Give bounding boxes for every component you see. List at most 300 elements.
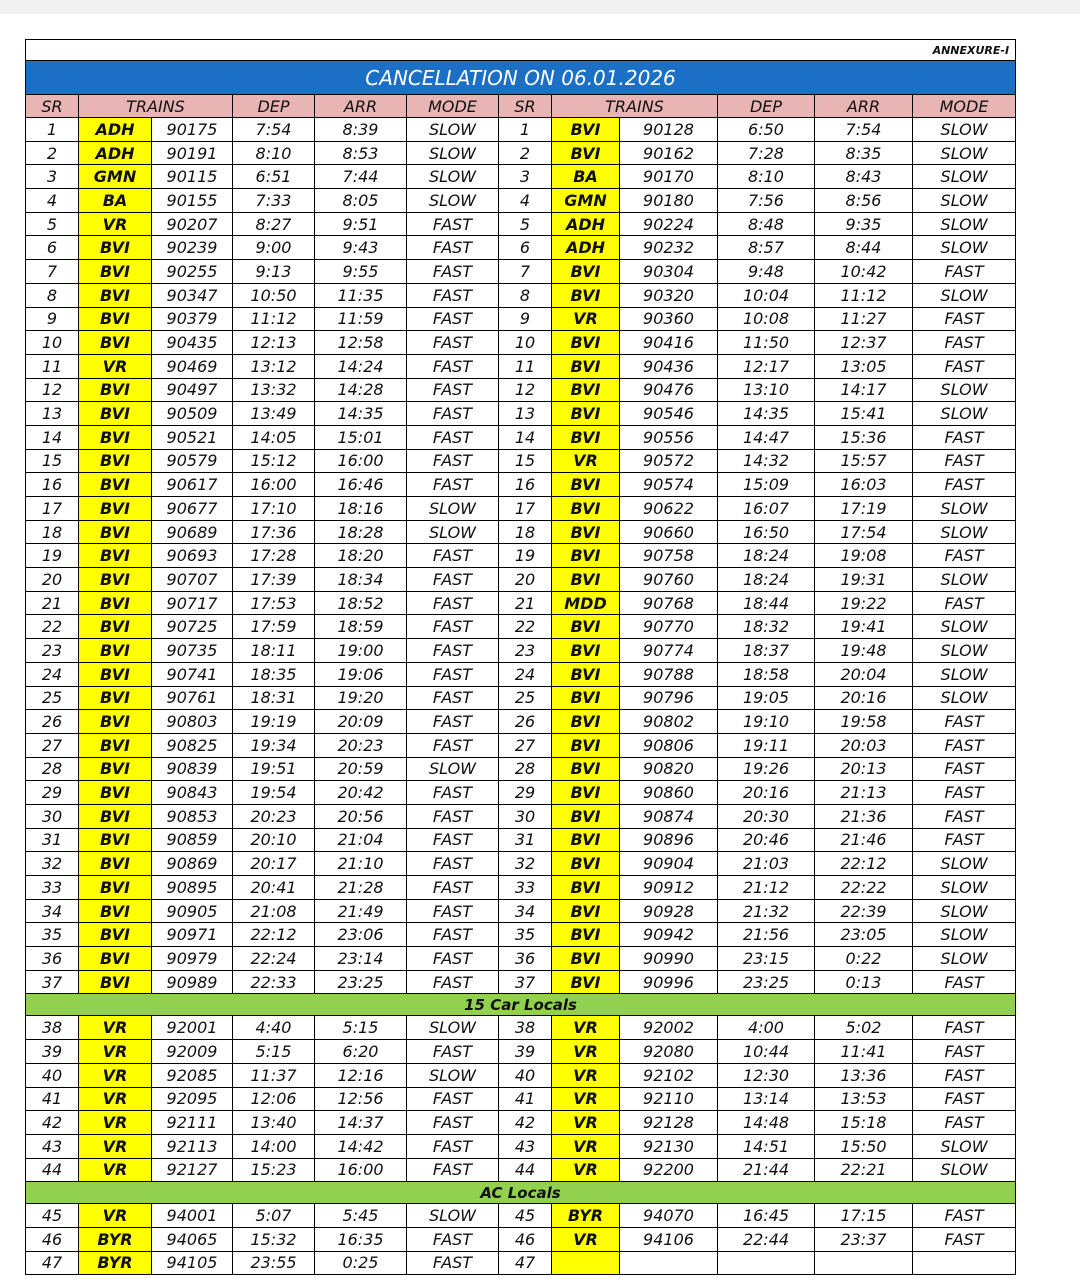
cell-arr-right: 14:17 xyxy=(815,378,913,402)
cell-arr-right: 20:13 xyxy=(815,757,913,781)
cell-train-left: 92095 xyxy=(152,1087,233,1111)
cell-arr-left: 9:55 xyxy=(315,260,407,284)
cell-mode-right: FAST xyxy=(913,544,1016,568)
cell-sr-right: 40 xyxy=(499,1063,552,1087)
cell-arr-right: 15:41 xyxy=(815,402,913,426)
cell-sr-right: 37 xyxy=(499,970,552,994)
cell-arr-left: 18:16 xyxy=(315,497,407,521)
cell-mode-right: FAST xyxy=(913,1227,1016,1251)
cell-arr-left: 20:09 xyxy=(315,710,407,734)
cell-station-right: BVI xyxy=(552,260,620,284)
cell-train-left: 90853 xyxy=(152,804,233,828)
cell-station-left: GMN xyxy=(79,165,152,189)
cell-sr-left: 34 xyxy=(26,899,79,923)
cell-train-right: 90796 xyxy=(620,686,718,710)
cell-arr-left: 19:20 xyxy=(315,686,407,710)
cell-arr-left: 0:25 xyxy=(315,1251,407,1275)
cell-dep-left: 15:12 xyxy=(233,449,315,473)
cell-mode-right: SLOW xyxy=(913,497,1016,521)
cell-train-right: 92128 xyxy=(620,1111,718,1135)
cell-mode-right: SLOW xyxy=(913,212,1016,236)
cell-arr-left: 23:25 xyxy=(315,970,407,994)
cell-dep-left: 13:32 xyxy=(233,378,315,402)
cell-train-left: 90689 xyxy=(152,520,233,544)
cell-mode-right: SLOW xyxy=(913,118,1016,142)
cell-arr-left: 12:16 xyxy=(315,1063,407,1087)
cell-arr-right: 20:04 xyxy=(815,662,913,686)
cell-train-right: 90760 xyxy=(620,568,718,592)
cell-sr-right: 24 xyxy=(499,662,552,686)
cell-train-left: 92111 xyxy=(152,1111,233,1135)
cell-arr-left: 19:06 xyxy=(315,662,407,686)
cell-station-right xyxy=(552,1251,620,1275)
table-row xyxy=(26,473,1016,497)
cell-arr-right: 19:48 xyxy=(815,639,913,663)
cell-dep-left: 13:40 xyxy=(233,1111,315,1135)
cell-mode-left: SLOW xyxy=(407,165,499,189)
cell-arr-left: 18:52 xyxy=(315,591,407,615)
cell-sr-right: 46 xyxy=(499,1227,552,1251)
cell-arr-right: 20:16 xyxy=(815,686,913,710)
cell-arr-right: 17:54 xyxy=(815,520,913,544)
cell-train-left: 90155 xyxy=(152,189,233,213)
cell-arr-right: 0:13 xyxy=(815,970,913,994)
cell-arr-right: 22:21 xyxy=(815,1158,913,1182)
table-row xyxy=(26,1204,1016,1228)
cell-station-left: BVI xyxy=(79,307,152,331)
table-row xyxy=(26,686,1016,710)
cell-arr-left: 12:56 xyxy=(315,1087,407,1111)
cell-sr-left: 25 xyxy=(26,686,79,710)
table-row xyxy=(26,544,1016,568)
cell-dep-right xyxy=(718,1251,815,1275)
cell-arr-right: 13:05 xyxy=(815,354,913,378)
cell-station-right: VR xyxy=(552,1063,620,1087)
cell-arr-left: 20:42 xyxy=(315,781,407,805)
cell-mode-right: FAST xyxy=(913,1087,1016,1111)
cell-mode-left: FAST xyxy=(407,212,499,236)
table-row xyxy=(26,283,1016,307)
cell-station-left: BVI xyxy=(79,568,152,592)
table-row xyxy=(26,1134,1016,1158)
cell-mode-left: FAST xyxy=(407,710,499,734)
cell-dep-right: 4:00 xyxy=(718,1016,815,1040)
cell-train-right: 90574 xyxy=(620,473,718,497)
cell-arr-right: 12:37 xyxy=(815,331,913,355)
cell-station-right: BVI xyxy=(552,473,620,497)
cell-station-right: BVI xyxy=(552,520,620,544)
cell-sr-right: 2 xyxy=(499,141,552,165)
cell-sr-left: 31 xyxy=(26,828,79,852)
table-row xyxy=(26,520,1016,544)
cell-station-right: BVI xyxy=(552,662,620,686)
cell-arr-left: 7:44 xyxy=(315,165,407,189)
cell-train-left: 90717 xyxy=(152,591,233,615)
table-row xyxy=(26,497,1016,521)
table-row xyxy=(26,591,1016,615)
cell-station-left: VR xyxy=(79,1040,152,1064)
cell-mode-left: SLOW xyxy=(407,141,499,165)
cell-dep-left: 21:08 xyxy=(233,899,315,923)
cell-arr-left: 21:49 xyxy=(315,899,407,923)
cell-mode-right: SLOW xyxy=(913,189,1016,213)
cell-dep-right: 10:44 xyxy=(718,1040,815,1064)
cell-arr-left: 18:20 xyxy=(315,544,407,568)
header-mode-right: MODE xyxy=(913,95,1016,118)
cell-mode-left: SLOW xyxy=(407,757,499,781)
header-trains-left: TRAINS xyxy=(79,95,233,118)
cell-dep-left: 19:51 xyxy=(233,757,315,781)
cell-train-right: 90224 xyxy=(620,212,718,236)
table-row xyxy=(26,307,1016,331)
cell-train-right: 90942 xyxy=(620,923,718,947)
cell-mode-left: FAST xyxy=(407,307,499,331)
cell-train-left: 90677 xyxy=(152,497,233,521)
cell-sr-left: 30 xyxy=(26,804,79,828)
cell-mode-left: FAST xyxy=(407,402,499,426)
cell-arr-right: 19:58 xyxy=(815,710,913,734)
cell-train-left: 90435 xyxy=(152,331,233,355)
cell-sr-right: 23 xyxy=(499,639,552,663)
cell-station-left: BA xyxy=(79,189,152,213)
table-row xyxy=(26,1016,1016,1040)
cell-dep-left: 22:24 xyxy=(233,947,315,971)
cell-train-right: 90622 xyxy=(620,497,718,521)
cell-arr-right: 11:27 xyxy=(815,307,913,331)
cancellation-table xyxy=(25,39,1016,1275)
cell-dep-right: 13:10 xyxy=(718,378,815,402)
table-row xyxy=(26,828,1016,852)
cell-station-left: BVI xyxy=(79,331,152,355)
cell-train-left: 90255 xyxy=(152,260,233,284)
section-header-row xyxy=(26,1182,1016,1204)
cell-arr-right: 8:56 xyxy=(815,189,913,213)
table-row xyxy=(26,1087,1016,1111)
cell-sr-right: 11 xyxy=(499,354,552,378)
cell-station-left: VR xyxy=(79,212,152,236)
cell-mode-left: FAST xyxy=(407,804,499,828)
table-row xyxy=(26,331,1016,355)
cell-station-right: VR xyxy=(552,1158,620,1182)
cell-station-right: BVI xyxy=(552,970,620,994)
cell-station-right: BVI xyxy=(552,497,620,521)
cell-sr-left: 13 xyxy=(26,402,79,426)
cell-station-right: BVI xyxy=(552,710,620,734)
cell-dep-left: 18:31 xyxy=(233,686,315,710)
cell-arr-left: 14:24 xyxy=(315,354,407,378)
cell-sr-left: 43 xyxy=(26,1134,79,1158)
cell-sr-left: 2 xyxy=(26,141,79,165)
cell-sr-right: 22 xyxy=(499,615,552,639)
cell-dep-left: 19:54 xyxy=(233,781,315,805)
cell-station-right: BYR xyxy=(552,1204,620,1228)
cell-station-left: ADH xyxy=(79,118,152,142)
cell-dep-right: 14:35 xyxy=(718,402,815,426)
cell-arr-left: 21:28 xyxy=(315,876,407,900)
cell-train-right: 90180 xyxy=(620,189,718,213)
cell-station-right: BVI xyxy=(552,568,620,592)
cell-station-left: BVI xyxy=(79,544,152,568)
cell-sr-right: 25 xyxy=(499,686,552,710)
cell-sr-left: 26 xyxy=(26,710,79,734)
cell-station-left: BVI xyxy=(79,497,152,521)
cell-dep-right: 15:09 xyxy=(718,473,815,497)
cell-dep-left: 22:12 xyxy=(233,923,315,947)
cell-dep-right: 22:44 xyxy=(718,1227,815,1251)
cell-arr-right: 9:35 xyxy=(815,212,913,236)
cell-train-left: 94001 xyxy=(152,1204,233,1228)
cell-sr-left: 41 xyxy=(26,1087,79,1111)
cell-station-right: BVI xyxy=(552,544,620,568)
cell-mode-left: FAST xyxy=(407,781,499,805)
cell-dep-left: 19:19 xyxy=(233,710,315,734)
cell-arr-right: 19:08 xyxy=(815,544,913,568)
cell-train-right: 92130 xyxy=(620,1134,718,1158)
cell-mode-left: FAST xyxy=(407,1040,499,1064)
cell-station-right: VR xyxy=(552,1087,620,1111)
cell-train-right: 90802 xyxy=(620,710,718,734)
cell-dep-right: 23:25 xyxy=(718,970,815,994)
cell-arr-left: 21:04 xyxy=(315,828,407,852)
cell-sr-right: 38 xyxy=(499,1016,552,1040)
cell-arr-right: 8:43 xyxy=(815,165,913,189)
table-row xyxy=(26,425,1016,449)
cell-arr-right: 21:46 xyxy=(815,828,913,852)
table-row xyxy=(26,1251,1016,1275)
annexure-label: ANNEXURE-I xyxy=(26,40,1016,61)
cell-arr-right: 16:03 xyxy=(815,473,913,497)
cell-station-left: VR xyxy=(79,354,152,378)
cell-train-right: 94070 xyxy=(620,1204,718,1228)
cell-sr-right: 32 xyxy=(499,852,552,876)
cell-train-left: 90497 xyxy=(152,378,233,402)
cell-sr-right: 30 xyxy=(499,804,552,828)
cell-arr-left: 21:10 xyxy=(315,852,407,876)
cell-dep-right: 21:32 xyxy=(718,899,815,923)
cell-station-right: BVI xyxy=(552,899,620,923)
cell-dep-left: 20:10 xyxy=(233,828,315,852)
cell-mode-right: SLOW xyxy=(913,876,1016,900)
cell-station-left: BVI xyxy=(79,876,152,900)
cell-train-right: 90360 xyxy=(620,307,718,331)
cell-mode-right: SLOW xyxy=(913,923,1016,947)
cell-mode-right: SLOW xyxy=(913,947,1016,971)
page-title: CANCELLATION ON 06.01.2026 xyxy=(26,61,1016,95)
cell-dep-left: 9:13 xyxy=(233,260,315,284)
table-row xyxy=(26,710,1016,734)
cell-dep-left: 17:10 xyxy=(233,497,315,521)
cell-sr-left: 39 xyxy=(26,1040,79,1064)
cell-mode-left: FAST xyxy=(407,876,499,900)
cell-arr-left: 18:28 xyxy=(315,520,407,544)
cell-sr-right: 34 xyxy=(499,899,552,923)
cell-dep-right: 18:24 xyxy=(718,544,815,568)
cell-train-right: 92080 xyxy=(620,1040,718,1064)
cell-mode-right: FAST xyxy=(913,970,1016,994)
cell-dep-left: 11:12 xyxy=(233,307,315,331)
cell-mode-left: FAST xyxy=(407,568,499,592)
cell-train-right: 90436 xyxy=(620,354,718,378)
cell-train-right: 90990 xyxy=(620,947,718,971)
cell-arr-left: 18:59 xyxy=(315,615,407,639)
cell-dep-left: 17:39 xyxy=(233,568,315,592)
cell-mode-left: FAST xyxy=(407,899,499,923)
table-row xyxy=(26,852,1016,876)
cell-mode-left: FAST xyxy=(407,1134,499,1158)
cell-arr-right: 19:41 xyxy=(815,615,913,639)
cell-train-right: 90660 xyxy=(620,520,718,544)
cell-sr-left: 16 xyxy=(26,473,79,497)
cell-train-left: 92127 xyxy=(152,1158,233,1182)
section-header-row xyxy=(26,994,1016,1016)
cell-sr-left: 27 xyxy=(26,733,79,757)
cell-train-left: 94065 xyxy=(152,1227,233,1251)
cell-sr-right: 15 xyxy=(499,449,552,473)
cell-mode-right: SLOW xyxy=(913,662,1016,686)
cell-station-left: BVI xyxy=(79,686,152,710)
cell-station-left: BVI xyxy=(79,473,152,497)
cell-dep-left: 13:12 xyxy=(233,354,315,378)
cell-arr-left: 23:06 xyxy=(315,923,407,947)
cell-dep-left: 14:05 xyxy=(233,425,315,449)
cell-mode-right: FAST xyxy=(913,425,1016,449)
table-row xyxy=(26,354,1016,378)
title-row xyxy=(26,61,1016,95)
cell-station-left: VR xyxy=(79,1063,152,1087)
cell-sr-left: 33 xyxy=(26,876,79,900)
annexure-row xyxy=(26,40,1016,61)
cell-train-right: 92200 xyxy=(620,1158,718,1182)
cell-mode-right: SLOW xyxy=(913,1158,1016,1182)
cell-train-right: 90320 xyxy=(620,283,718,307)
cell-dep-left: 17:53 xyxy=(233,591,315,615)
cell-dep-left: 17:36 xyxy=(233,520,315,544)
cell-dep-left: 6:51 xyxy=(233,165,315,189)
cell-station-right: BVI xyxy=(552,757,620,781)
cell-train-left: 90971 xyxy=(152,923,233,947)
cell-sr-left: 45 xyxy=(26,1204,79,1228)
cell-mode-left: SLOW xyxy=(407,1016,499,1040)
cell-sr-left: 29 xyxy=(26,781,79,805)
cell-mode-right: FAST xyxy=(913,1063,1016,1087)
table-row xyxy=(26,639,1016,663)
section-label: 15 Car Locals xyxy=(26,994,1016,1016)
cell-arr-left: 16:00 xyxy=(315,449,407,473)
cell-arr-left: 14:35 xyxy=(315,402,407,426)
cell-dep-right: 18:58 xyxy=(718,662,815,686)
cell-train-right: 90860 xyxy=(620,781,718,805)
cell-train-left: 90191 xyxy=(152,141,233,165)
cell-train-right: 90896 xyxy=(620,828,718,852)
cell-arr-right: 13:53 xyxy=(815,1087,913,1111)
cell-station-left: BVI xyxy=(79,378,152,402)
cell-mode-left: FAST xyxy=(407,686,499,710)
cell-arr-right: 20:03 xyxy=(815,733,913,757)
cell-dep-left: 20:41 xyxy=(233,876,315,900)
cell-sr-left: 44 xyxy=(26,1158,79,1182)
cell-sr-right: 35 xyxy=(499,923,552,947)
cell-sr-right: 20 xyxy=(499,568,552,592)
cell-station-right: VR xyxy=(552,1134,620,1158)
cell-train-left: 90707 xyxy=(152,568,233,592)
cell-arr-right: 15:57 xyxy=(815,449,913,473)
table-row xyxy=(26,212,1016,236)
cell-mode-right: SLOW xyxy=(913,686,1016,710)
cell-sr-right: 3 xyxy=(499,165,552,189)
header-arr-left: ARR xyxy=(315,95,407,118)
cell-dep-right: 20:16 xyxy=(718,781,815,805)
cell-train-left: 90803 xyxy=(152,710,233,734)
cell-dep-left: 17:59 xyxy=(233,615,315,639)
cell-dep-left: 13:49 xyxy=(233,402,315,426)
cell-train-left: 92009 xyxy=(152,1040,233,1064)
cell-sr-left: 9 xyxy=(26,307,79,331)
cell-sr-left: 1 xyxy=(26,118,79,142)
cell-mode-right: FAST xyxy=(913,733,1016,757)
cell-dep-right: 13:14 xyxy=(718,1087,815,1111)
cell-sr-left: 24 xyxy=(26,662,79,686)
cell-sr-left: 4 xyxy=(26,189,79,213)
cell-train-left: 90843 xyxy=(152,781,233,805)
cell-station-right: BVI xyxy=(552,615,620,639)
table-row xyxy=(26,1111,1016,1135)
cell-train-left: 90725 xyxy=(152,615,233,639)
cell-dep-left: 5:07 xyxy=(233,1204,315,1228)
cell-sr-right: 18 xyxy=(499,520,552,544)
cell-mode-left: FAST xyxy=(407,733,499,757)
cell-dep-right: 21:56 xyxy=(718,923,815,947)
cell-dep-right: 12:30 xyxy=(718,1063,815,1087)
cell-train-left: 90989 xyxy=(152,970,233,994)
table-row xyxy=(26,1040,1016,1064)
cell-station-right: VR xyxy=(552,449,620,473)
cell-sr-left: 11 xyxy=(26,354,79,378)
table-row xyxy=(26,662,1016,686)
cell-dep-left: 12:06 xyxy=(233,1087,315,1111)
cell-station-left: BVI xyxy=(79,947,152,971)
cell-station-left: BVI xyxy=(79,781,152,805)
cell-dep-left: 12:13 xyxy=(233,331,315,355)
cell-mode-right: FAST xyxy=(913,1111,1016,1135)
cell-arr-right: 15:18 xyxy=(815,1111,913,1135)
table-row xyxy=(26,236,1016,260)
cell-arr-left: 9:43 xyxy=(315,236,407,260)
cell-dep-left: 8:27 xyxy=(233,212,315,236)
cell-station-left: BVI xyxy=(79,852,152,876)
cell-train-left: 90761 xyxy=(152,686,233,710)
cell-sr-left: 21 xyxy=(26,591,79,615)
cell-sr-left: 15 xyxy=(26,449,79,473)
cell-mode-right: SLOW xyxy=(913,568,1016,592)
cell-mode-right: SLOW xyxy=(913,141,1016,165)
cell-station-right: BVI xyxy=(552,733,620,757)
cell-train-right: 90556 xyxy=(620,425,718,449)
cell-sr-left: 8 xyxy=(26,283,79,307)
cell-mode-left: FAST xyxy=(407,1251,499,1275)
cell-sr-left: 28 xyxy=(26,757,79,781)
cell-station-right: BVI xyxy=(552,876,620,900)
cell-train-right: 90162 xyxy=(620,141,718,165)
cell-train-right: 90758 xyxy=(620,544,718,568)
header-dep-left: DEP xyxy=(233,95,315,118)
cell-arr-left: 14:37 xyxy=(315,1111,407,1135)
cell-train-left: 90347 xyxy=(152,283,233,307)
cell-arr-right: 0:22 xyxy=(815,947,913,971)
cell-sr-left: 22 xyxy=(26,615,79,639)
table-row xyxy=(26,970,1016,994)
cell-sr-left: 47 xyxy=(26,1251,79,1275)
cell-mode-right: FAST xyxy=(913,591,1016,615)
